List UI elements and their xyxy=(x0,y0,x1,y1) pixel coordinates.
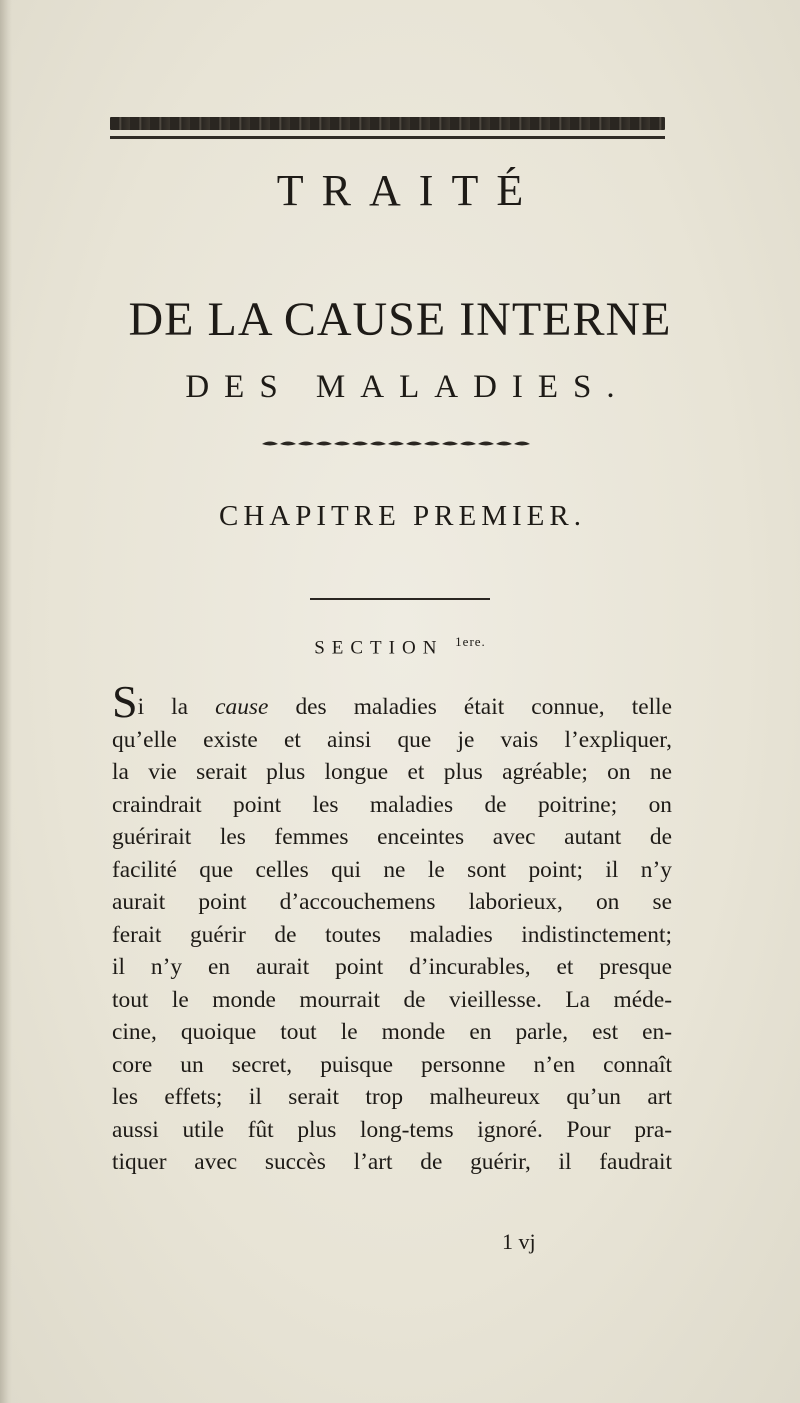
body-line: la vie serait plus longue et plus agréable; on ne xyxy=(112,759,672,785)
body-line: craindrait point les maladies de poitrine; on xyxy=(112,791,672,818)
signature-mark: 1 vj xyxy=(502,1229,536,1254)
body-line: qu’elle existe et ainsi que je vais l’expliquer, xyxy=(112,726,672,753)
section-rule xyxy=(310,598,490,600)
title-des-maladies: DES MALADIES. xyxy=(185,369,630,405)
drop-cap: S xyxy=(112,676,138,727)
body-line: tout le monde mourrait de vieillesse. La méde- xyxy=(112,986,672,1013)
ornamental-rule xyxy=(260,438,540,450)
body-line xyxy=(112,676,672,727)
body-text-fragment: i la xyxy=(137,694,216,720)
decorative-header-band xyxy=(110,117,665,130)
body-line: cine, quoique tout le monde en parle, est en- xyxy=(112,1019,672,1045)
section-heading xyxy=(0,634,800,659)
section-number: 1ere. xyxy=(455,634,486,649)
body-line: ferait guérir de toutes maladies indistinctement; xyxy=(112,921,672,948)
body-line: il n’y en aurait point d’incurables, et presque xyxy=(112,954,672,980)
chapter-heading: CHAPITRE PREMIER. xyxy=(219,500,586,532)
body-line: aussi utile fût plus long-tems ignoré. Pour pra- xyxy=(112,1116,672,1143)
title-traite: TRAITÉ xyxy=(276,166,542,215)
body-line: les effets; il serait trop malheureux qu’un art xyxy=(112,1084,672,1110)
title-cause-interne: DE LA CAUSE INTERNE xyxy=(128,293,672,346)
header-rule xyxy=(110,136,665,139)
body-text-fragment: des maladies était connue, telle xyxy=(268,694,672,720)
body-line: aurait point d’accouchemens laborieux, on se xyxy=(112,889,672,915)
italic-word: cause xyxy=(215,694,269,720)
body-line: tiquer avec succès l’art de guérir, il faudrait xyxy=(112,1149,672,1175)
body-line: facilité que celles qui ne le sont point; il n’y xyxy=(112,856,672,883)
section-label: SECTION xyxy=(314,637,444,659)
body-paragraph xyxy=(112,676,672,1179)
body-line: guérirait les femmes enceintes avec autant de xyxy=(112,824,672,850)
body-line: core un secret, puisque personne n’en connaît xyxy=(112,1051,672,1078)
